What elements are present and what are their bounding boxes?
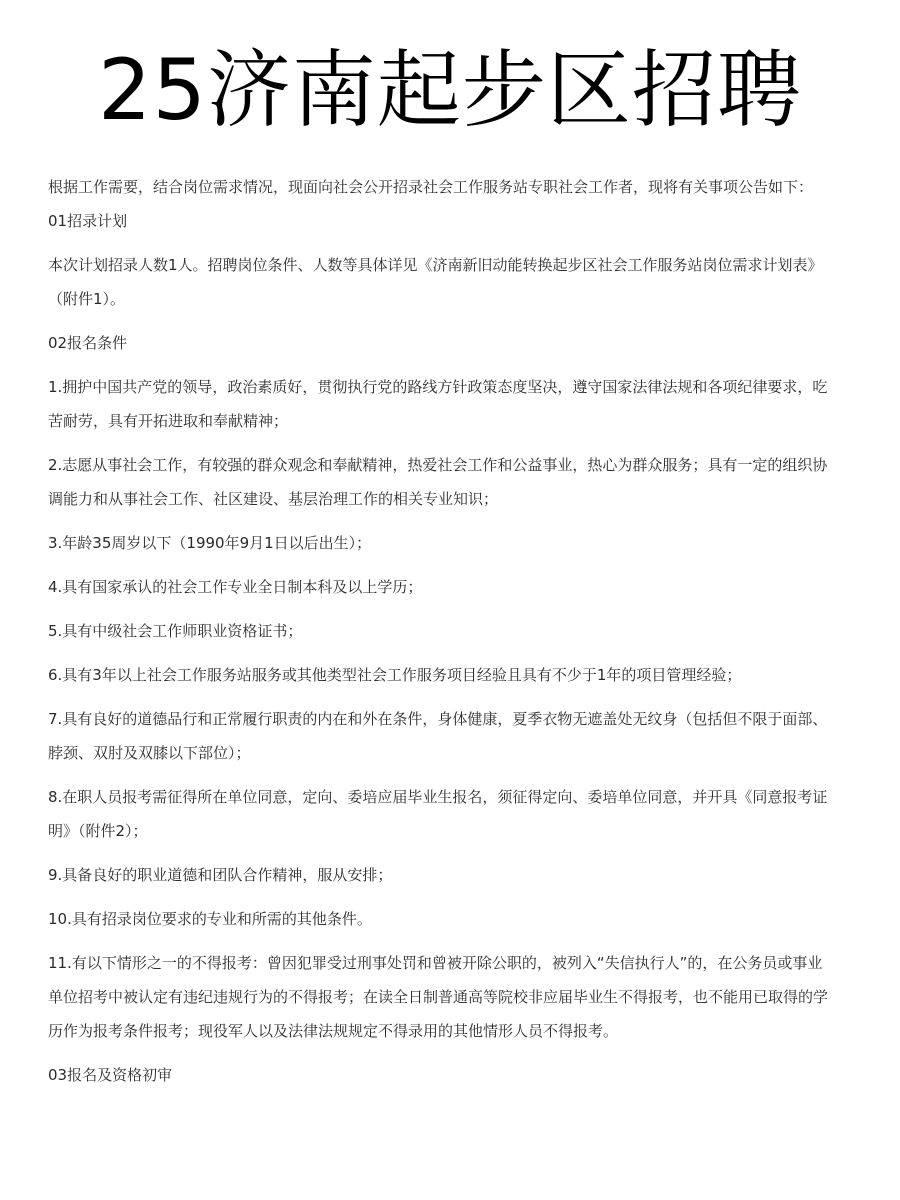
requirement-item: 9.具备良好的职业道德和团队合作精神，服从安排； (48, 866, 393, 884)
requirement-item: 11.有以下情形之一的不得报考：曾因犯罪受过刑事处罚和曾被开除公职的，被列入“失信执行人”的，在公务员或事业单位招考中被认定有违纪违规行为的不得报考；在读全日制普通高等院校非应届毕业生不得报考，也不能用已取得的学历作为报考条件报考；现役军人以及法律法规规定不得录用的其他情形人员不得报考。 (48, 954, 829, 1040)
requirement-item: 2.志愿从事社会工作，有较强的群众观念和奉献精神，热爱社会工作和公益事业，热心为群众服务；具有一定的组织协调能力和从事社会工作、社区建设、基层治理工作的相关专业知识； (48, 456, 828, 508)
article-body (48, 170, 828, 1102)
section-heading-02: 02报名条件 (48, 334, 128, 352)
page-title: 25济南起步区招聘 (98, 41, 802, 139)
requirement-item: 6.具有3年以上社会工作服务站服务或其他类型社会工作服务项目经验且具有不少于1年的项目管理经验； (48, 666, 742, 684)
section-01-text: 本次计划招录人数1人。招聘岗位条件、人数等具体详见《济南新旧动能转换起步区社会工作服务站岗位需求计划表》（附件1）。 (48, 256, 823, 308)
requirement-item: 8.在职人员报考需征得所在单位同意，定向、委培应届毕业生报名，须征得定向、委培单位同意，并开具《同意报考证明》（附件2）； (48, 788, 828, 840)
requirement-item: 4.具有国家承认的社会工作专业全日制本科及以上学历； (48, 578, 423, 596)
section-heading-01: 01招录计划 (48, 212, 128, 230)
requirement-item: 7.具有良好的道德品行和正常履行职责的内在和外在条件，身体健康，夏季衣物无遮盖处无纹身（包括但不限于面部、脖颈、双肘及双膝以下部位）； (48, 710, 828, 762)
requirement-item: 10.具有招录岗位要求的专业和所需的其他条件。 (48, 910, 372, 928)
section-heading-03: 03报名及资格初审 (48, 1066, 173, 1084)
requirement-item: 5.具有中级社会工作师职业资格证书； (48, 622, 303, 640)
intro-paragraph: 根据工作需要，结合岗位需求情况，现面向社会公开招录社会工作服务站专职社会工作者，现将有关事项公告如下： (48, 178, 814, 196)
requirement-item: 1.拥护中国共产党的领导，政治素质好，贯彻执行党的路线方针政策态度坚决，遵守国家法律法规和各项纪律要求，吃苦耐劳，具有开拓进取和奉献精神； (48, 378, 828, 430)
requirement-item: 3.年龄35周岁以下（1990年9月1日以后出生）； (48, 534, 372, 552)
